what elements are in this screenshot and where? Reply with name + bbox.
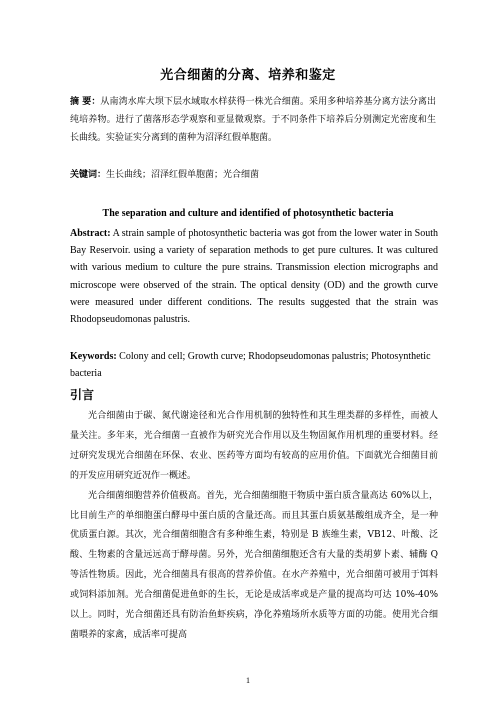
english-abstract [70,225,438,328]
english-keywords [70,348,438,382]
chinese-abstract-text: 从南湾水库大坝下层水域取水样获得一株光合细菌。采用多种培养基分离方法分离出纯培养物。进行了菌落形态学观察和亚显微观察。于不同条件下培养后分别测定光密度和生长曲线。实验证实分离到的菌种为沼泽红假单胞菌。 [70,97,436,143]
chinese-abstract-label: 摘 要： [70,97,101,107]
english-keywords-label: Keywords: [70,351,117,362]
chinese-title: 光合细菌的分离、培养和鉴定 [160,68,336,83]
chinese-abstract [70,93,436,147]
chinese-keywords [70,168,436,182]
chinese-keywords-label: 关键词： [70,170,107,180]
english-abstract-label: Abstract: [70,228,111,239]
body-text [70,407,438,646]
english-keywords-text: Colony and cell; Growth curve; Rhodopseudomonas palustris; Photosynthetic bacteria [70,351,431,379]
page-number: 1 [246,676,250,685]
body-paragraph: 光合细菌细胞营养价值极高。首先，光合细菌细胞干物质中蛋白质含量高达 60%以上，比目前生产的单细胞蛋白酵母中蛋白质的含量还高。而且其蛋白质氨基酸组成齐全，是一种优质蛋白源。其次，光合细菌细胞含有多种维生素，特别是 B 族维生素，VB12、叶酸、泛酸、生物素的含量远远高于酵母菌。另外，光合细菌细胞还含有大量的类胡萝卜素、辅酶 Q 等活性物质。因此，光合细菌具有很高的营养价值。在水产养殖中，光合细菌可被用于饵料或饲料添加剂。光合细菌促进鱼虾的生长，无论是成活率或是产量的提高均可达 10%-40%以上。同时，光合细菌还具有防治鱼虾疾病，净化养殖场所水质等方面的功能。使用光合细菌喂养的家禽，成活率可提高 [70,490,438,640]
section-heading-introduction: 引言 [70,388,95,402]
english-abstract-text: A strain sample of photosynthetic bacteria was got from the lower water in South Bay Reservoir. using a variety of separation methods to get pure cultures. It was cultured with various medium to culture the pure strains. Transmission election micrographs and microscope were observed of the strain. The optical density (OD) and the growth curve were measured under different conditions. The results suggested that the strain was Rhodopseudomonas palustris. [70,228,438,326]
english-title: The separation and culture and identified of photosynthetic bacteria [102,208,394,219]
body-paragraph: 光合细菌由于碳、氮代谢途径和光合作用机制的独特性和其生理类群的多样性，而被人量关注。多年来，光合细菌一直被作为研究光合作用以及生物固氮作用机理的重要材料。经过研究发现光合细菌在环保、农业、医药等方面均有较高的应用价值。下面就光合细菌目前的开发应用研究近况作一概述。 [70,411,438,481]
chinese-keywords-text: 生长曲线；沼泽红假单胞菌；光合细菌 [106,170,260,180]
